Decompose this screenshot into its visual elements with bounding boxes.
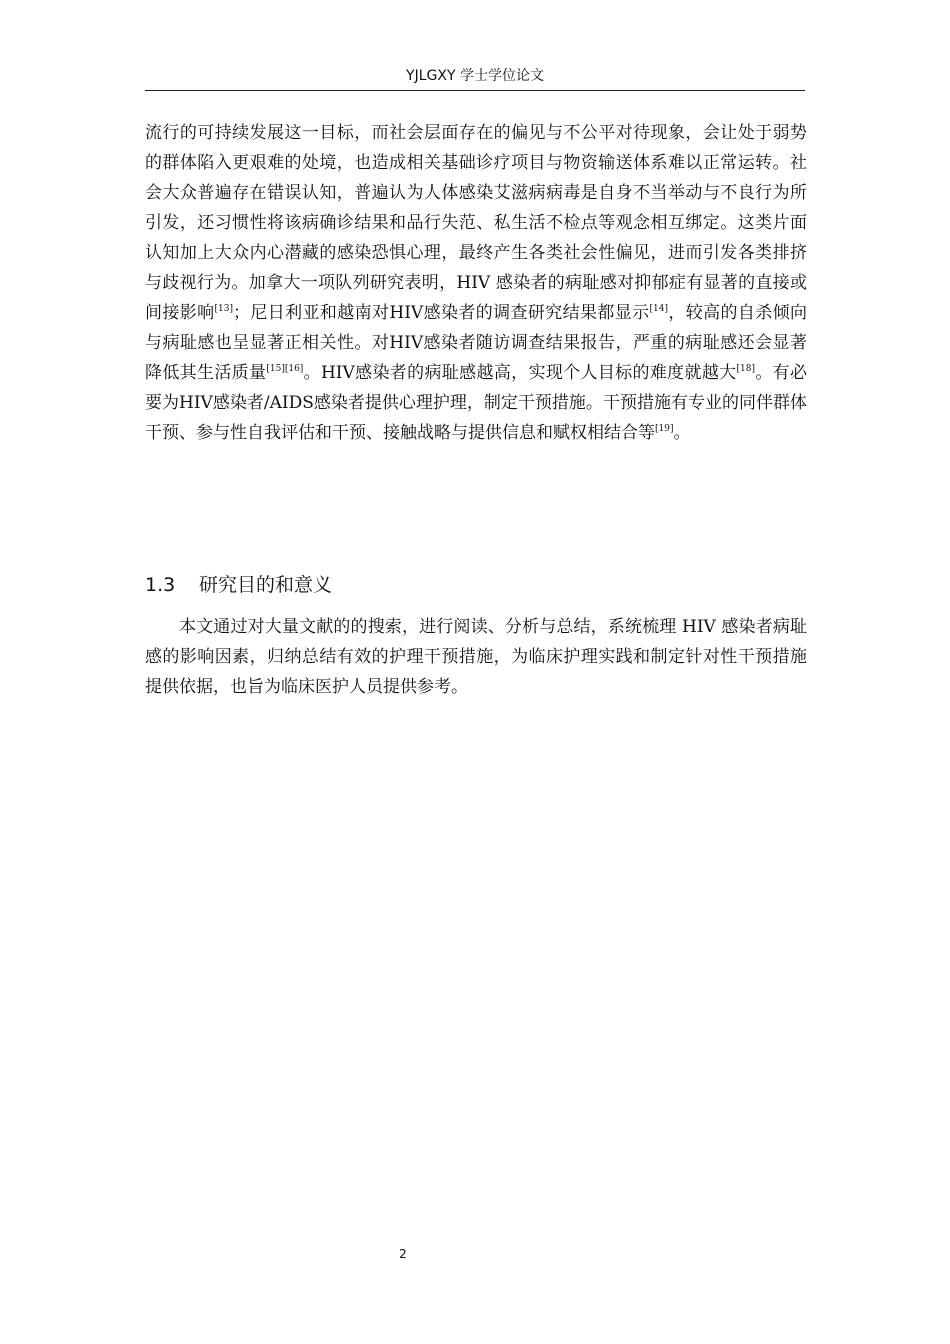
text-run: 。有必要为HIV感染者/AIDS感染者提供心理护理，制定干预措施。干预措施有专业的同伴群体干预、参与性自我评估和干预、接触战略与提供信息和赋权相结合等	[145, 363, 808, 443]
header-rule	[145, 90, 805, 91]
text-run: ，较高的自杀倾向与病耻感也呈显著正相关性。对HIV感染者随访调查结果报告，严重的病耻感还会显著降低其生活质量	[145, 303, 808, 383]
citation-18: [18]	[736, 364, 755, 374]
paragraph-continued	[145, 118, 807, 448]
citation-14: [14]	[649, 304, 668, 314]
body-paragraph	[145, 118, 807, 448]
section-paragraph: 本文通过对大量文献的的搜索，进行阅读、分析与总结，系统梳理 HIV 感染者病耻感的影响因素，归纳总结有效的护理干预措施，为临床护理实践和制定针对性干预措施提供依据，也旨为临床医护人员提供参考。	[145, 617, 807, 697]
citation-13: [13]	[214, 304, 233, 314]
section-number: 1.3	[145, 574, 176, 596]
text-run: 。	[673, 423, 691, 443]
citation-15-16: [15][16]	[266, 364, 304, 374]
citation-19: [19]	[655, 424, 674, 434]
text-run: ；尼日利亚和越南对HIV感染者的调查研究结果都显示	[233, 303, 650, 323]
text-run: 流行的可持续发展这一目标，而社会层面存在的偏见与不公平对待现象，会让处于弱势的群体陷入更艰难的处境，也造成相关基础诊疗项目与物资输送体系难以正常运转。社会大众普遍存在错误认知，普遍认为人体感染艾滋病病毒是自身不当举动与不良行为所引发，还习惯性将该病确诊结果和品行失范、私生活不检点等观念相互绑定。这类片面认知加上大众内心潜藏的感染恐惧心理，最终产生各类社会性偏见，进而引发各类排挤与歧视行为。加拿大一项队列研究表明，HIV 感染者的病耻感对抑郁症有显著的直接或间接影响	[145, 123, 807, 323]
page-header: YJLGXY 学士学位论文	[406, 68, 544, 84]
text-run: 。HIV感染者的病耻感越高，实现个人目标的难度就越大	[303, 363, 737, 383]
section-title: 研究目的和意义	[199, 574, 333, 596]
page-number: 2	[399, 1247, 407, 1261]
section-heading	[145, 570, 807, 600]
